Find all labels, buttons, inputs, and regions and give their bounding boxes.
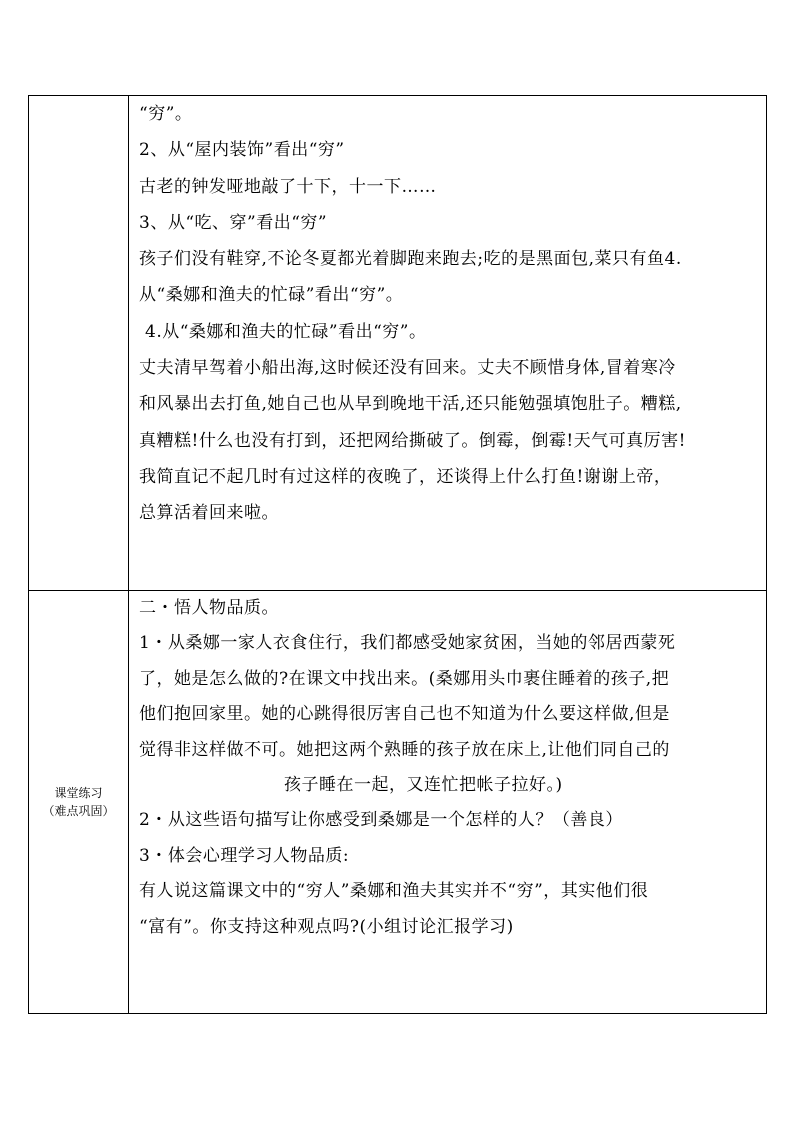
text-line: “穷”。 xyxy=(139,104,193,124)
text-line: 古老的钟发哑地敲了十下，十一下…… xyxy=(139,176,437,197)
text-line: 3、从“吃、穿”看出“穷” xyxy=(139,212,328,233)
text-line: 2、从“屋内装饰”看出“穷” xyxy=(139,140,345,161)
label-cell-practice xyxy=(29,591,129,1014)
text-line: 他们抱回家里。她的心跳得很厉害自己也不知道为什么要这样做,但是 xyxy=(139,704,670,725)
section-label: 课堂练习 xyxy=(54,786,103,800)
text-line: 1・从桑娜一家人衣食住行，我们都感受她家贫困，当她的邻居西蒙死 xyxy=(139,633,676,654)
content-cell-poverty xyxy=(129,96,767,591)
section-sublabel: （难点巩固） xyxy=(42,804,115,818)
text-line: 孩子睡在一起，又连忙把帐子拉好。) xyxy=(284,775,563,796)
text-line: 二・悟人物品质。 xyxy=(139,598,279,618)
text-line: 孩子们没有鞋穿,不论冬夏都光着脚跑来跑去;吃的是黑面包,菜只有鱼4. xyxy=(139,249,682,270)
text-line: 了，她是怎么做的?在课文中找出来。(桑娜用头巾裹住睡着的孩子,把 xyxy=(139,668,670,689)
content-cell-practice xyxy=(129,591,767,1014)
label-cell-empty xyxy=(29,96,129,591)
text-line: “富有”。你支持这种观点吗?(小组讨论汇报学习) xyxy=(139,916,514,937)
text-line: 从“桑娜和渔夫的忙碌”看出“穷”。 xyxy=(139,285,404,306)
text-line: 和风暴出去打鱼,她自己也从早到晚地干活,还只能勉强填饱肚子。糟糕, xyxy=(139,394,682,415)
text-line: 总算活着回来啦。 xyxy=(139,503,279,524)
text-line: 我简直记不起几时有过这样的夜晚了，还谈得上什么打鱼!谢谢上帝， xyxy=(139,466,672,487)
text-line: 有人说这篇课文中的“穷人”桑娜和渔夫其实并不“穷”，其实他们很 xyxy=(139,881,649,902)
text-line: 觉得非这样做不可。她把这两个熟睡的孩子放在床上,让他们同自己的 xyxy=(139,739,670,760)
text-line: 2・从这些语句描写让你感受到桑娜是一个怎样的人？（善良） xyxy=(139,810,623,831)
lesson-table xyxy=(28,95,767,1014)
table-row xyxy=(29,96,767,591)
text-line: 3・体会心理学习人物品质: xyxy=(139,845,350,866)
text-line: 4.从“桑娜和渔夫的忙碌”看出“穷”。 xyxy=(145,321,427,342)
text-line: 真糟糕!什么也没有打到，还把网给撕破了。倒霉，倒霉!天气可真厉害! xyxy=(139,430,686,451)
text-line: 丈夫清早驾着小船出海,这时候还没有回来。丈夫不顾惜身体,冒着寒冷 xyxy=(139,358,676,379)
table-row xyxy=(29,591,767,1014)
